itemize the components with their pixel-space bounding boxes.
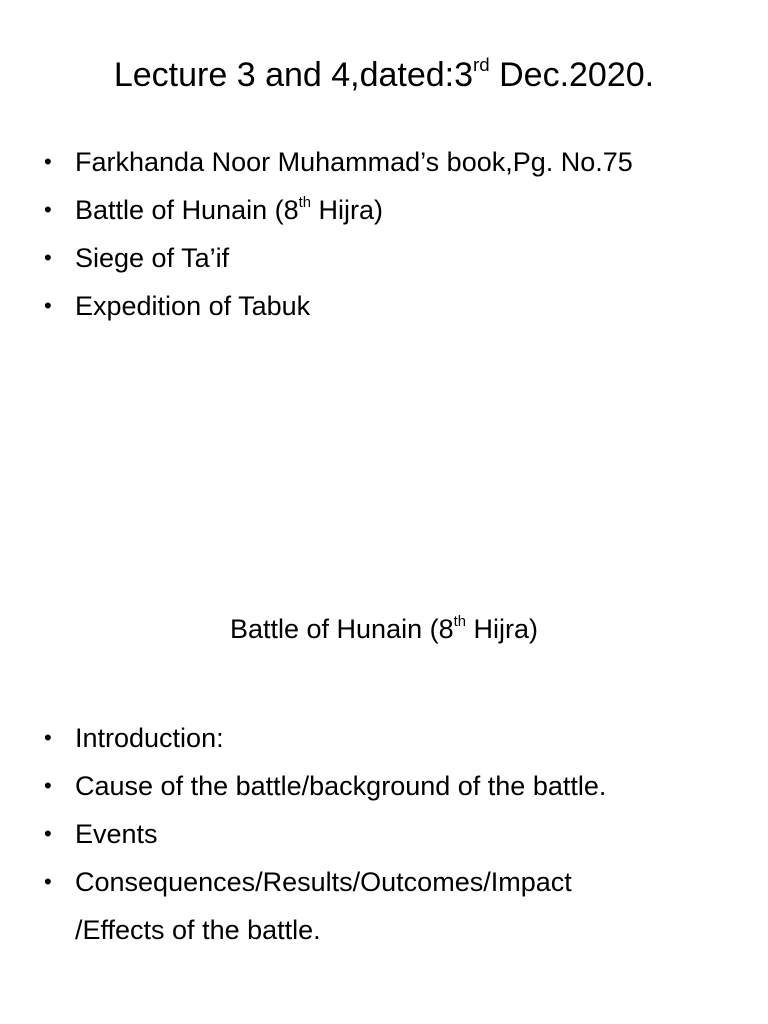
title-text: Lecture 3 and 4,dated:3 xyxy=(113,56,474,94)
bullet-list xyxy=(44,138,744,330)
title-superscript: rd xyxy=(473,54,490,76)
bullet-icon: • xyxy=(44,821,52,846)
list-item-text: Events xyxy=(75,819,158,849)
bullet-list xyxy=(44,714,744,954)
list-item-text: Consequences/Results/Outcomes/Impact xyxy=(75,867,572,897)
list-item xyxy=(44,810,744,858)
list-item xyxy=(44,138,744,186)
list-item xyxy=(44,762,744,810)
title-text-suffix: Dec.2020. xyxy=(489,56,655,94)
title-superscript: th xyxy=(453,614,467,631)
list-item xyxy=(44,282,744,330)
list-item xyxy=(44,186,744,234)
list-item-text: Farkhanda Noor Muhammad’s book,Pg. No.75 xyxy=(75,147,633,177)
list-item-text: Cause of the battle/background of the battle. xyxy=(75,771,607,801)
bullet-icon: • xyxy=(44,773,52,798)
list-item-text: Expedition of Tabuk xyxy=(75,291,311,321)
list-item-text-suffix: Hijra) xyxy=(311,195,384,225)
bullet-icon: • xyxy=(44,293,52,318)
bullet-icon: • xyxy=(44,245,52,270)
bullet-icon: • xyxy=(44,149,52,174)
list-item xyxy=(44,234,744,282)
title-text: Battle of Hunain (8 xyxy=(229,614,454,644)
list-item xyxy=(44,714,744,762)
list-item xyxy=(44,858,744,954)
slide-battle-of-hunain xyxy=(0,512,768,1024)
list-item-text: Siege of Ta’if xyxy=(75,243,230,273)
slide-title xyxy=(0,52,768,98)
slide-title xyxy=(0,610,768,648)
list-item-superscript: th xyxy=(298,195,312,212)
list-item-text: Battle of Hunain (8 xyxy=(75,195,299,225)
bullet-icon: • xyxy=(44,869,52,894)
list-item-text: Introduction: xyxy=(75,723,224,753)
title-text-suffix: Hijra) xyxy=(466,614,539,644)
bullet-icon: • xyxy=(44,197,52,222)
bullet-icon: • xyxy=(44,725,52,750)
list-item-text-continuation: /Effects of the battle. xyxy=(75,915,321,945)
